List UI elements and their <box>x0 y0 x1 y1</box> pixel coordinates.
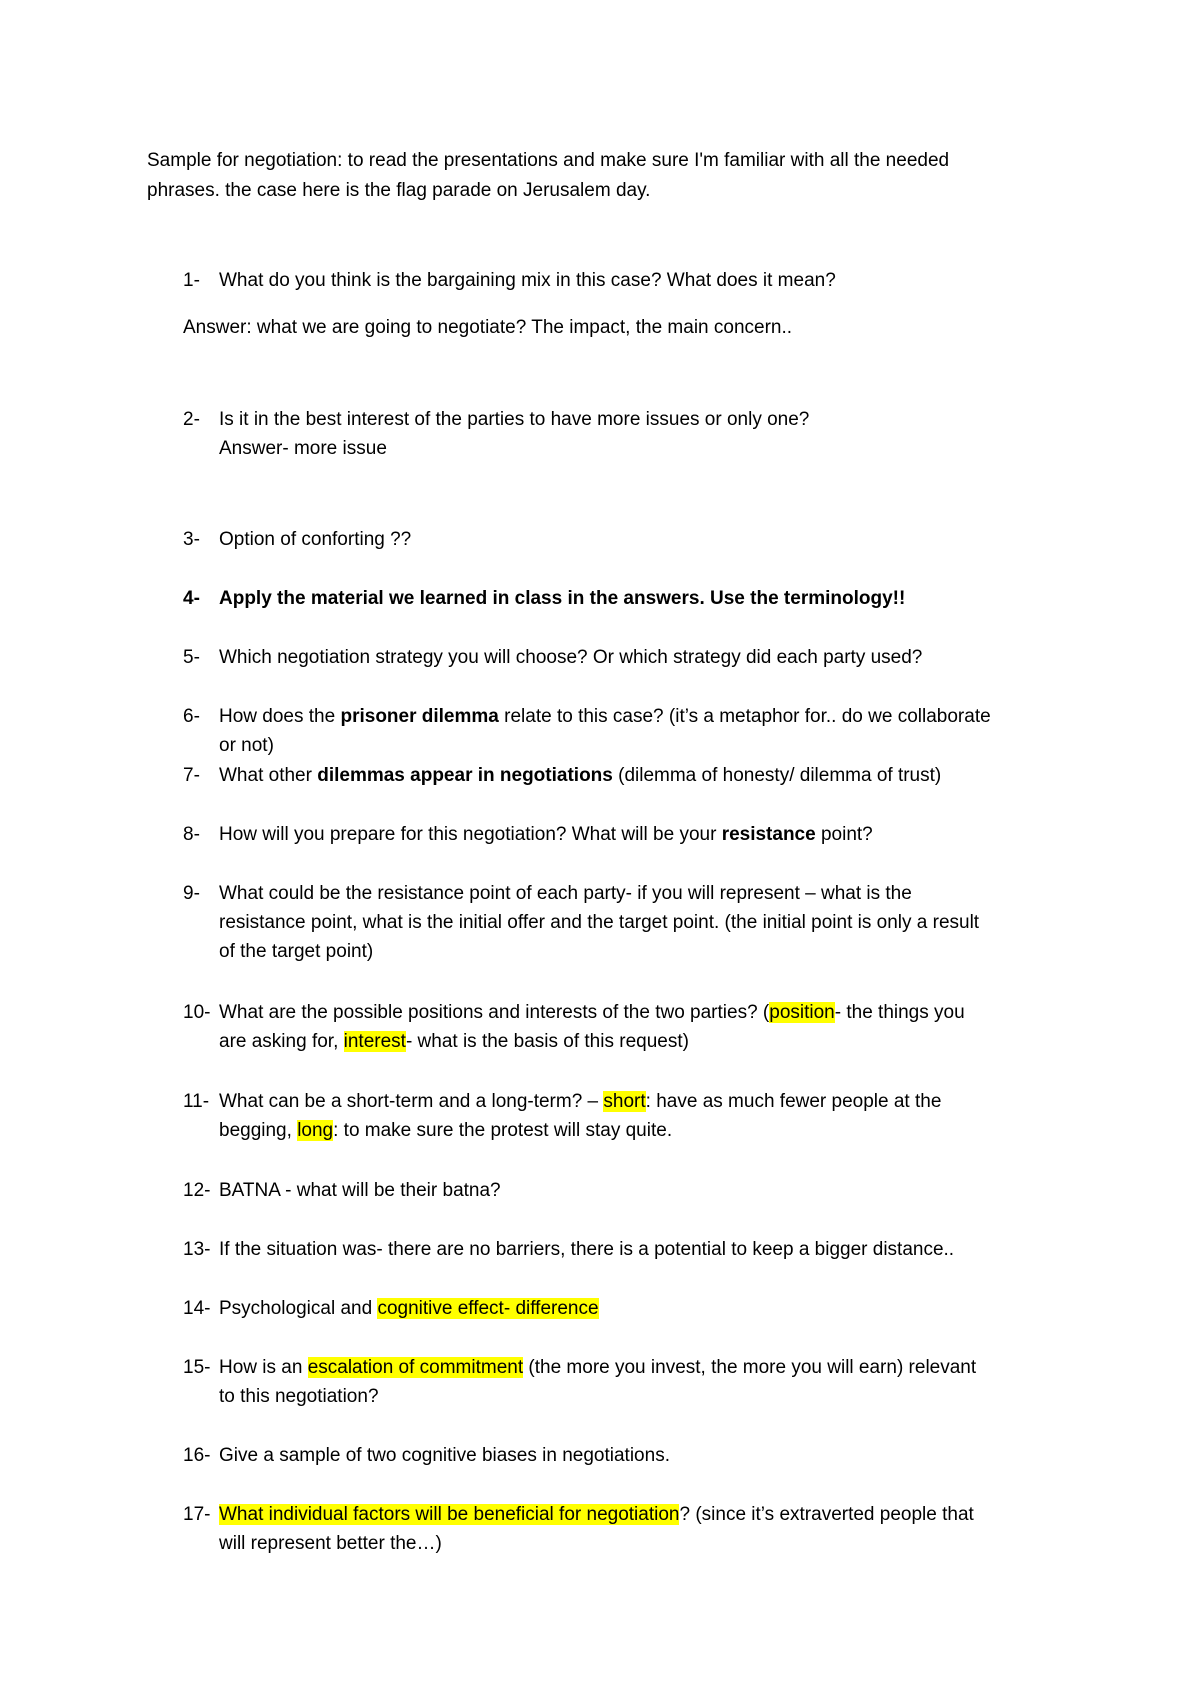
highlight-escalation: escalation of commitment <box>307 1357 524 1378</box>
intro-line-2: phrases. the case here is the flag parade on Jerusalem day. <box>147 180 651 201</box>
question-11 <box>183 1087 1073 1145</box>
question-10 <box>183 998 1073 1056</box>
intro-paragraph <box>147 146 1067 206</box>
question-number: 7- <box>183 765 200 786</box>
question-6 <box>183 702 1073 760</box>
highlight-cognitive-effect: cognitive effect- difference <box>377 1298 599 1319</box>
question-text-line-2: are asking for, interest- what is the basis of this request) <box>219 1031 689 1052</box>
question-text-line-1: What are the possible positions and interests of the two parties? (position- the things you <box>219 1002 965 1023</box>
question-9 <box>183 879 1073 966</box>
question-number: 5- <box>183 647 200 668</box>
question-text-line-3: of the target point) <box>219 941 374 962</box>
question-15 <box>183 1353 1073 1411</box>
question-text: Which negotiation strategy you will choose? Or which strategy did each party used? <box>219 647 923 668</box>
question-16 <box>183 1441 1073 1470</box>
question-12 <box>183 1176 1073 1205</box>
question-text-line-1: What could be the resistance point of each party- if you will represent – what is the <box>219 883 912 904</box>
question-number: 15- <box>183 1357 211 1378</box>
highlight-short: short <box>603 1091 646 1112</box>
question-text: Give a sample of two cognitive biases in negotiations. <box>219 1445 670 1466</box>
question-1 <box>183 266 1073 295</box>
question-text: Apply the material we learned in class in the answers. Use the terminology!! <box>219 588 906 609</box>
highlight-position: position <box>769 1002 835 1023</box>
question-text-line-2: or not) <box>219 735 274 756</box>
question-number: 9- <box>183 883 200 904</box>
question-number: 8- <box>183 824 200 845</box>
question-number: 17- <box>183 1504 211 1525</box>
question-number: 1- <box>183 270 200 291</box>
question-text: What other dilemmas appear in negotiations (dilemma of honesty/ dilemma of trust) <box>219 765 942 786</box>
question-number: 2- <box>183 409 200 430</box>
question-number: 3- <box>183 529 200 550</box>
question-text: If the situation was- there are no barriers, there is a potential to keep a bigger distance.. <box>219 1239 955 1260</box>
question-2 <box>183 405 1073 434</box>
question-7 <box>183 761 1073 790</box>
question-3 <box>183 525 1073 554</box>
question-5 <box>183 643 1073 672</box>
term-prisoner-dilemma: prisoner dilemma <box>340 706 499 727</box>
question-number: 4- <box>183 588 200 609</box>
question-text-line-1: How is an escalation of commitment (the more you invest, the more you will earn) relevant <box>219 1357 977 1378</box>
question-text-line-2: to this negotiation? <box>219 1386 379 1407</box>
question-13 <box>183 1235 1073 1264</box>
question-14 <box>183 1294 1073 1323</box>
question-text-line-2: begging, long: to make sure the protest will stay quite. <box>219 1120 673 1141</box>
question-text-line-1: How does the prisoner dilemma relate to this case? (it’s a metaphor for.. do we collaborate <box>219 706 991 727</box>
answer-2: Answer- more issue <box>219 438 387 459</box>
question-text: How will you prepare for this negotiation? What will be your resistance point? <box>219 824 873 845</box>
highlight-interest: interest <box>343 1031 406 1052</box>
question-text: What do you think is the bargaining mix in this case? What does it mean? <box>219 270 836 291</box>
intro-line-1: Sample for negotiation: to read the presentations and make sure I'm familiar with all the needed <box>147 150 950 171</box>
answer-1: Answer: what we are going to negotiate? The impact, the main concern.. <box>183 317 793 338</box>
question-number: 13- <box>183 1239 211 1260</box>
highlight-long: long <box>297 1120 334 1141</box>
question-text: BATNA - what will be their batna? <box>219 1180 501 1201</box>
term-dilemmas: dilemmas appear in negotiations <box>317 765 613 786</box>
question-text: Option of conforting ?? <box>219 529 412 550</box>
question-number: 16- <box>183 1445 211 1466</box>
term-resistance: resistance <box>721 824 816 845</box>
question-number: 6- <box>183 706 200 727</box>
question-text: Is it in the best interest of the parties to have more issues or only one? <box>219 409 810 430</box>
question-text-line-2: will represent better the…) <box>219 1533 442 1554</box>
question-text: Psychological and cognitive effect- difference <box>219 1298 599 1319</box>
question-text-line-1: What individual factors will be beneficial for negotiation? (since it’s extraverted people that <box>219 1504 974 1525</box>
question-text-line-2: resistance point, what is the initial offer and the target point. (the initial point is only a result <box>219 912 980 933</box>
question-8 <box>183 820 1073 849</box>
question-17 <box>183 1500 1073 1558</box>
question-text-line-1: What can be a short-term and a long-term? – short: have as much fewer people at the <box>219 1091 942 1112</box>
question-number: 12- <box>183 1180 211 1201</box>
highlight-individual-factors: What individual factors will be beneficial for negotiation <box>219 1504 680 1525</box>
question-4 <box>183 584 1073 613</box>
question-number: 14- <box>183 1298 211 1319</box>
question-number: 11- <box>183 1091 210 1112</box>
question-number: 10- <box>183 1002 211 1023</box>
